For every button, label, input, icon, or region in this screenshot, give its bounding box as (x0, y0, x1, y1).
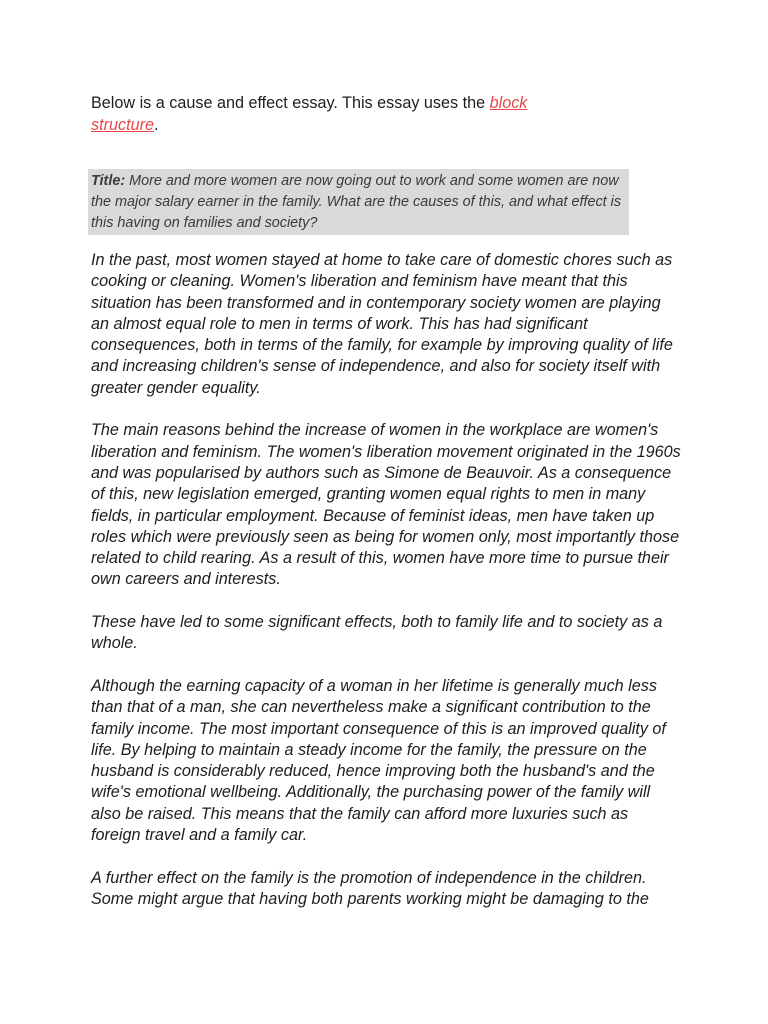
essay-body (91, 250, 681, 932)
title-text: More and more women are now going out to work and some women are now the major salary earner in the family. What are the causes of this, and what effect is this having on families and society? (91, 173, 622, 231)
essay-paragraph-5: A further effect on the family is the promotion of independence in the children. Some might argue that having both parents working might be damaging to the (91, 868, 649, 908)
essay-paragraph-1: In the past, most women stayed at home to take care of domestic chores such as cooking or cleaning. Women's liberation and feminism have meant that this situation has been transformed and in contemporary society women are playing an almost equal role to men in terms of work. This has had significant consequences, both in terms of the family, for example by improving quality of life and increasing children's sense of independence, and also for society itself with greater gender equality. (91, 251, 673, 397)
essay-title-box (88, 169, 629, 235)
essay-paragraph-4: Although the earning capacity of a woman in her lifetime is generally much less than that of a man, she can nevertheless make a significant contribution to the family income. The most important consequence of this is an improved quality of life. By helping to maintain a steady income for the family, the pressure on the husband is considerably reduced, hence improving both the husband's and the wife's emotional wellbeing. Additionally, the purchasing power of the family will also be raised. This means that the family can afford more luxuries such as foreign travel and a family car. (91, 676, 666, 845)
title-label: Title: (91, 173, 126, 189)
intro-sentence: Below is a cause and effect essay. This essay uses the (91, 94, 490, 112)
intro-trailing: . (153, 115, 159, 134)
block-structure-link[interactable]: block structure (91, 94, 528, 134)
intro-text (91, 93, 551, 136)
essay-paragraph-2: The main reasons behind the increase of women in the workplace are women's liberation and feminism. The women's liberation movement originated in the 1960s and was popularised by authors such as Simone de Beauvoir. As a consequence of this, new legislation emerged, granting women equal rights to men in many fields, in particular employment. Because of feminist ideas, men have taken up roles which were previously seen as being for women only, most importantly those related to child rearing. As a result of this, women have more time to pursue their own careers and interests. (91, 421, 681, 589)
essay-paragraph-3: These have led to some significant effects, both to family life and to society as a whole. (91, 613, 663, 653)
